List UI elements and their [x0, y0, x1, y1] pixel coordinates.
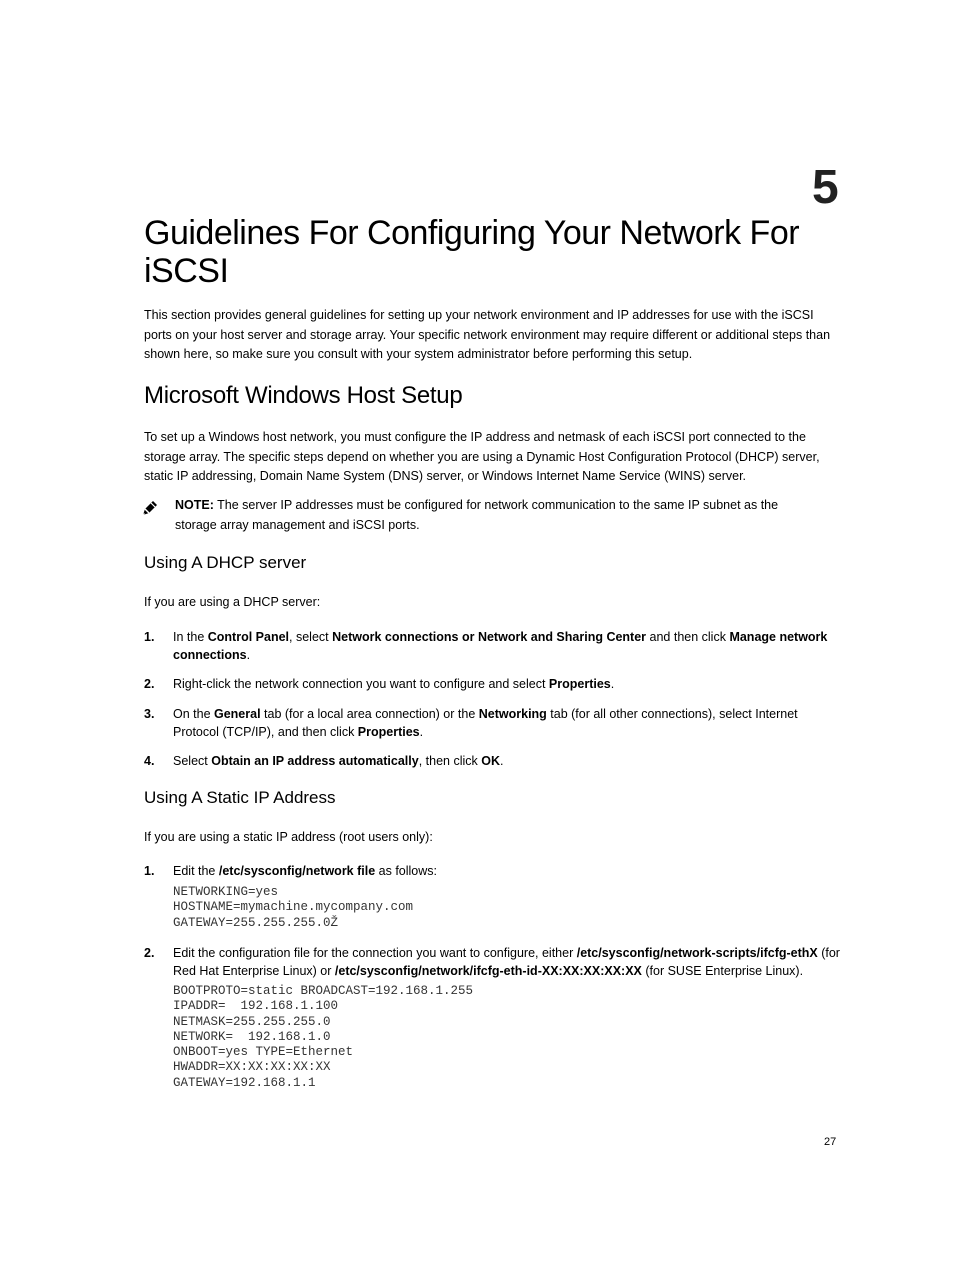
- windows-section-heading: Microsoft Windows Host Setup: [144, 382, 463, 409]
- step-text: [173, 705, 843, 741]
- step-text-segment: .: [419, 725, 424, 739]
- ui-term: Manage network connections: [173, 630, 828, 662]
- ui-term: Networking: [478, 707, 547, 721]
- ifcfg-code-block: BOOTPROTO=static BROADCAST=192.168.1.255 IPADDR= 192.168.1.100 NETMASK=255.255.255.0 NETWORK= 192.168.1.0 ONBOOT=yes TYPE=Ethernet HWADDR=XX:XX:XX:XX:XX GATEWAY=192.168.1.1: [173, 984, 474, 1090]
- ui-term: Properties: [357, 725, 420, 739]
- ui-term: /etc/sysconfig/network/ifcfg-eth-id-XX:XX:XX:XX:XX: [334, 964, 642, 978]
- ui-term: /etc/sysconfig/network-scripts/ifcfg-ethX: [576, 946, 818, 960]
- note-text: The server IP addresses must be configured for network communication to the same IP subnet as the storage array management and iSCSI ports.: [175, 498, 779, 532]
- dhcp-section-heading: Using A DHCP server: [144, 553, 307, 572]
- step-text-segment: , select: [289, 630, 333, 644]
- step-number: 2.: [144, 677, 155, 691]
- step-text-segment: tab (for a local area connection) or the: [260, 707, 479, 721]
- ui-term: General: [214, 707, 261, 721]
- step-text: [173, 862, 843, 880]
- step-text-segment: Edit the configuration file for the connection you want to configure, either: [173, 946, 577, 960]
- step-number: 1.: [144, 864, 155, 878]
- ui-term: /etc/sysconfig/network file: [218, 864, 376, 878]
- page-title: Guidelines For Configuring Your Network For iSCSI: [144, 214, 800, 290]
- ui-term: Properties: [548, 677, 611, 691]
- windows-intro-paragraph: To set up a Windows host network, you must configure the IP address and netmask of each iSCSI port connected to the storage array. The specific steps depend on whether you are using a Dynamic Host Configuration Protocol (DHCP) server, static IP addressing, Domain Name System (DNS) server, or Windows Internet Name Service (WINS) server.: [144, 430, 820, 483]
- static-ip-section-heading: Using A Static IP Address: [144, 788, 336, 807]
- step-text-segment: as follows:: [375, 864, 438, 878]
- page-number: 27: [824, 1136, 837, 1148]
- step-text-segment: .: [246, 648, 251, 662]
- intro-paragraph: This section provides general guidelines for setting up your network environment and IP addresses for use with the iSCSI ports on your host server and storage array. Your specific network environment may require different or additional steps than shown here, so make sure you consult with your system administrator before performing this setup.: [144, 308, 831, 361]
- dhcp-intro: If you are using a DHCP server:: [144, 595, 321, 609]
- step-text-segment: .: [499, 754, 504, 768]
- step-text-segment: tab (for all other connections), select Internet Protocol (TCP/IP), and then click: [173, 707, 798, 739]
- step-number: 3.: [144, 707, 155, 721]
- ui-term: Obtain an IP address automatically: [211, 754, 419, 768]
- step-text: [173, 628, 843, 664]
- network-file-code-block: NETWORKING=yes HOSTNAME=mymachine.mycompany.com GATEWAY=255.255.255.0Ž: [173, 885, 414, 930]
- note-label: NOTE:: [175, 498, 214, 512]
- pencil-note-icon: [140, 498, 160, 518]
- step-text: [173, 675, 843, 693]
- step-text-segment: .: [610, 677, 615, 691]
- step-number: 4.: [144, 754, 155, 768]
- step-text-segment: On the: [173, 707, 214, 721]
- ui-term: Network connections or Network and Sharing Center: [332, 630, 647, 644]
- static-ip-intro: If you are using a static IP address (root users only):: [144, 830, 433, 844]
- step-number: 2.: [144, 946, 155, 960]
- step-text-segment: In the: [173, 630, 208, 644]
- step-text-segment: (for Red Hat Enterprise Linux) or: [173, 946, 840, 978]
- step-text-segment: , then click: [418, 754, 482, 768]
- ui-term: Control Panel: [207, 630, 290, 644]
- chapter-number: 5: [812, 161, 838, 214]
- step-text-segment: (for SUSE Enterprise Linux).: [641, 964, 804, 978]
- note-box: [175, 495, 815, 535]
- step-text: [173, 752, 843, 770]
- step-text-segment: Edit the: [173, 864, 219, 878]
- step-text-segment: and then click: [646, 630, 730, 644]
- step-number: 1.: [144, 630, 155, 644]
- step-text-segment: Right-click the network connection you want to configure and select: [173, 677, 549, 691]
- step-text-segment: Select: [173, 754, 212, 768]
- ui-term: OK: [481, 754, 500, 768]
- step-text: [173, 944, 843, 980]
